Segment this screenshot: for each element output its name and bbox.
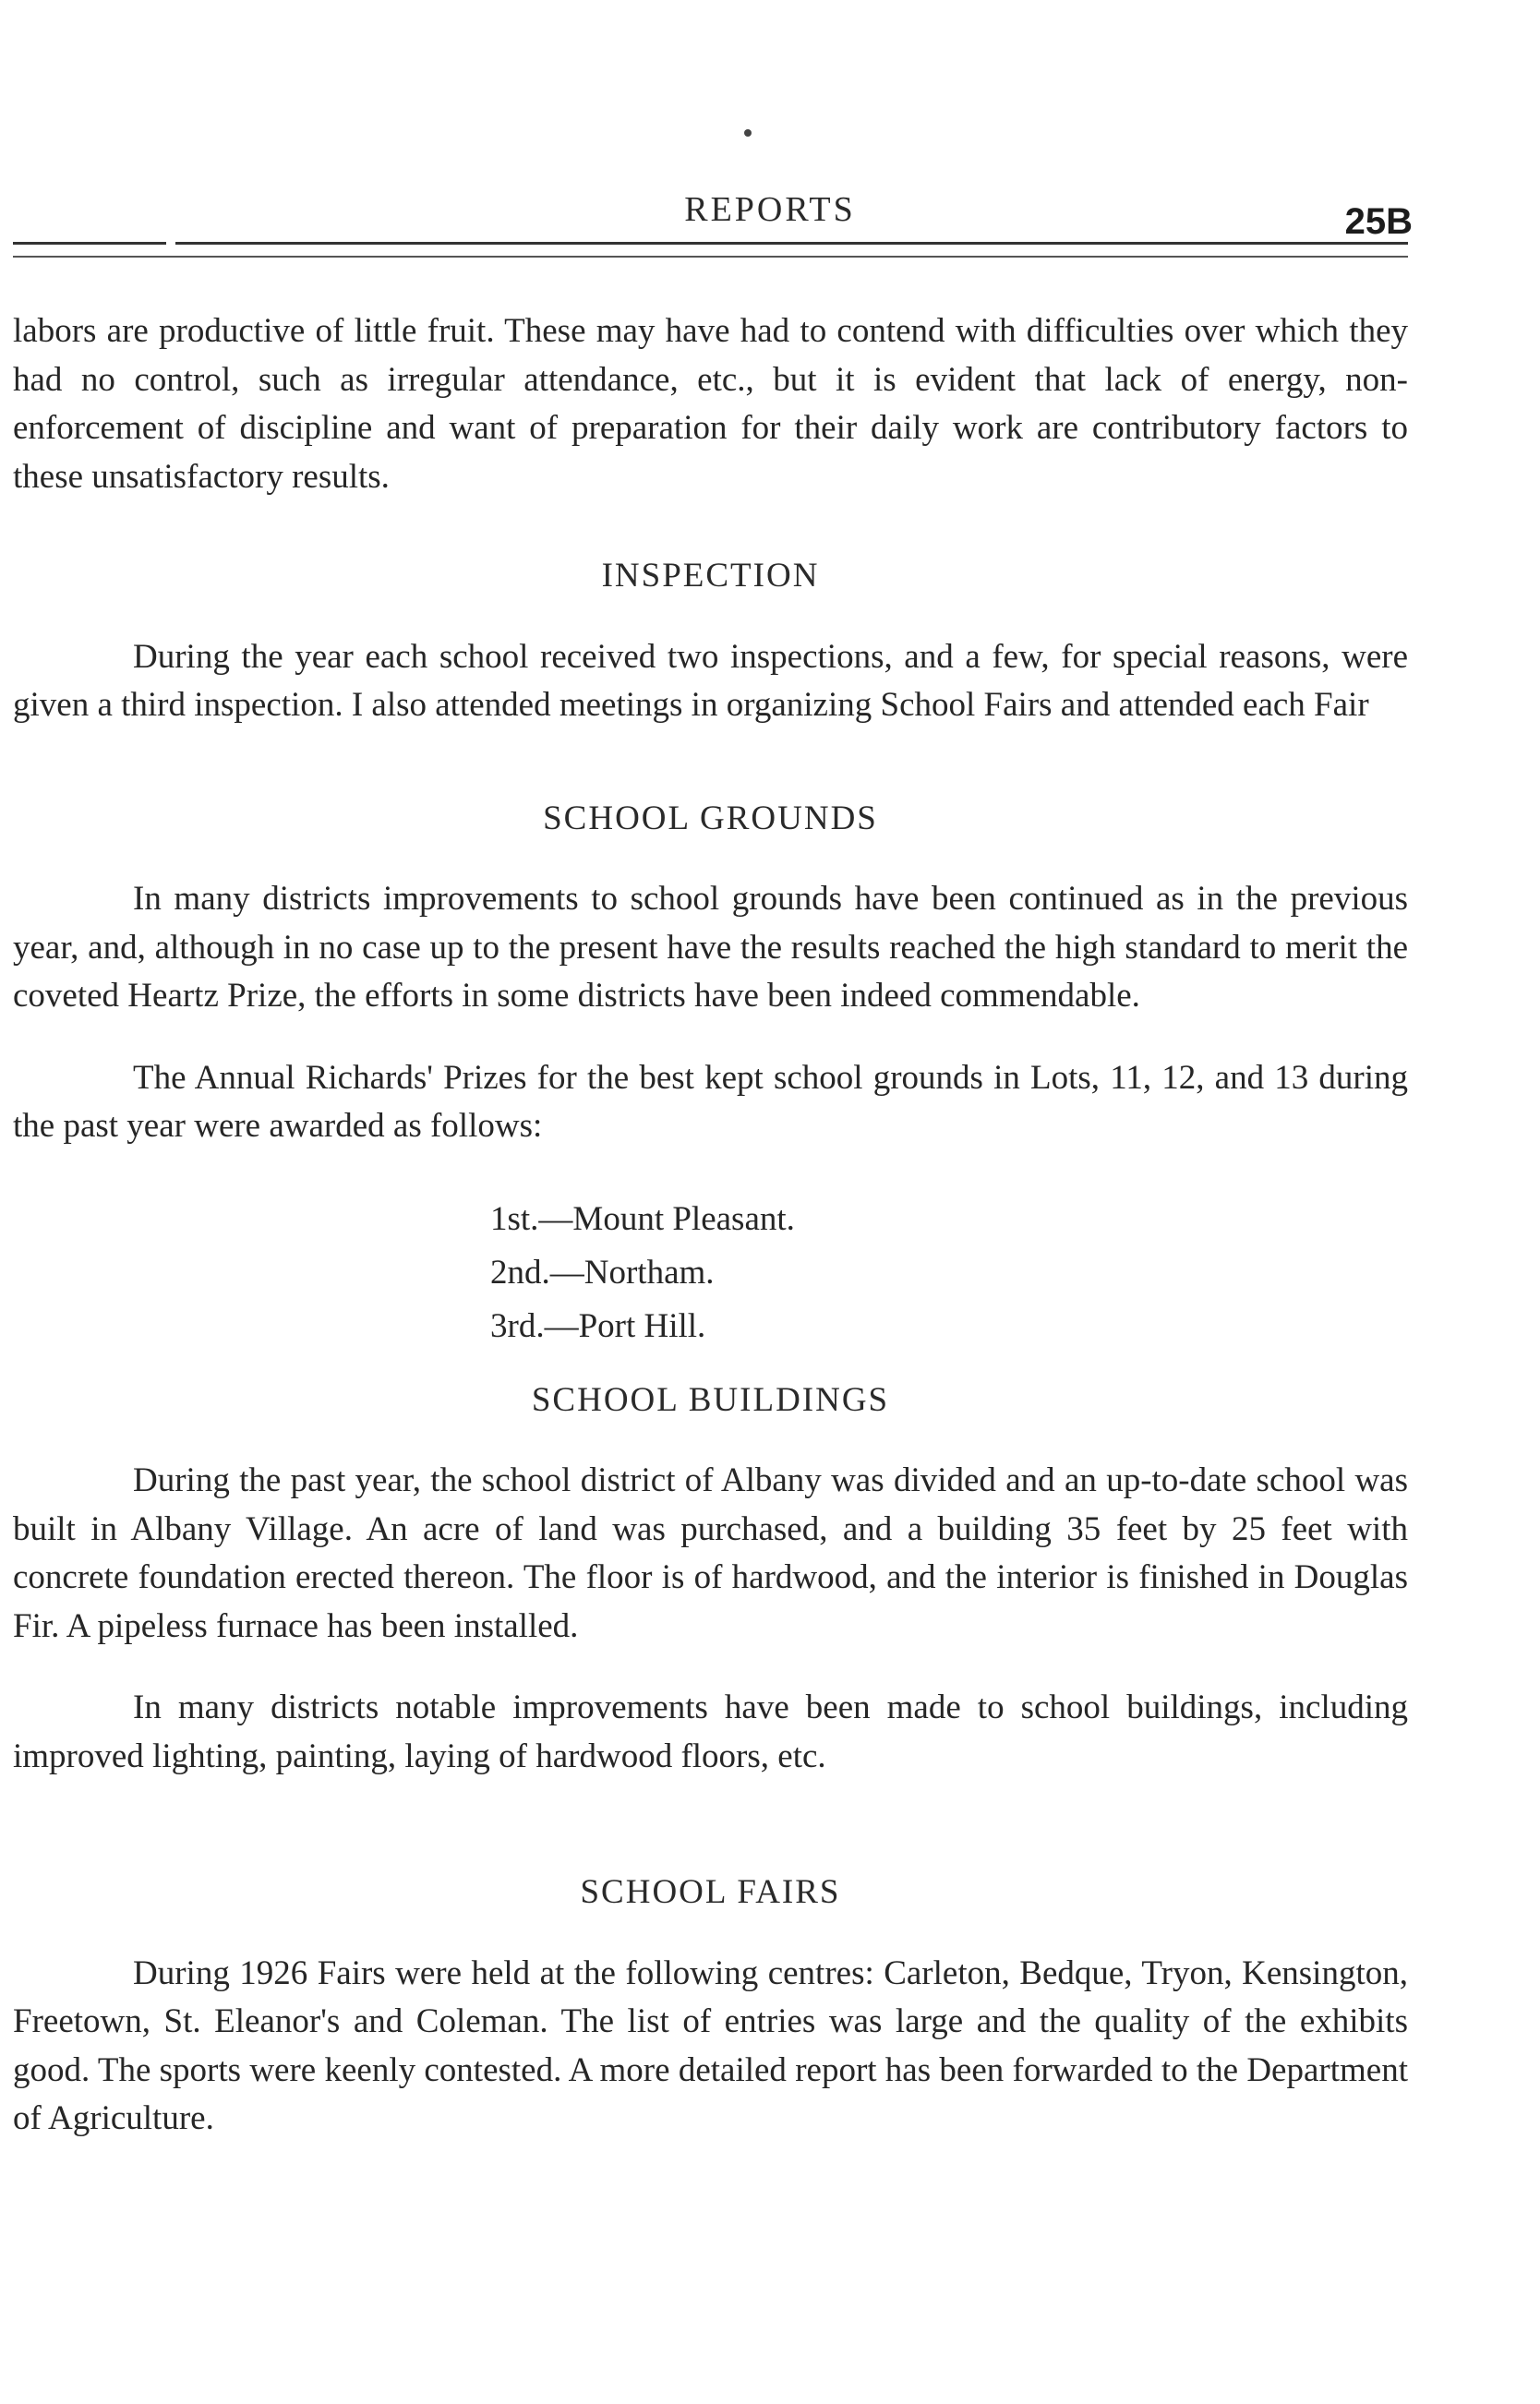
school-buildings-heading: SCHOOL BUILDINGS bbox=[531, 1380, 890, 1419]
header-rule-right bbox=[175, 242, 1408, 245]
running-head: REPORTS bbox=[684, 190, 856, 229]
prize-list bbox=[13, 1193, 1408, 1353]
header-rule-left bbox=[13, 242, 166, 245]
inspection-heading: INSPECTION bbox=[601, 557, 820, 595]
school-fairs-paragraph: During 1926 Fairs were held at the following centres: Carleton, Bedque, Tryon, Kensington, Freetown, St. Eleanor's and Coleman. The list of entries was large and the quality of the exhibits good. The sports were keenly contested. A more detailed report has been forwarded to the Department of Agriculture. bbox=[13, 1953, 1408, 2137]
school-buildings-paragraph-1: During the past year, the school district of Albany was divided and an up-to-date school was built in Albany Village. An acre of land was purchased, and a building 35 feet by 25 feet with concrete foundation erected thereon. The floor is of hardwood, and the interior is finished in Douglas Fir. A pipeless furnace has been installed. bbox=[13, 1461, 1408, 1645]
prize-list-item: 2nd.—Northam. bbox=[490, 1253, 715, 1292]
ink-speck bbox=[744, 129, 752, 137]
school-grounds-heading: SCHOOL GROUNDS bbox=[543, 799, 878, 837]
prizes-intro-paragraph: The Annual Richards' Prizes for the best kept school grounds in Lots, 11, 12, and 13 during the past year were awarded as follows: bbox=[13, 1058, 1408, 1145]
intro-paragraph: labors are productive of little fruit. These may have had to contend with difficulties over which they had no control, such as irregular attendance, etc., but it is evident that lack of energy, non-enforcement of discipline and want of preparation for their daily work are contributory factors to these unsatisfactory results. bbox=[13, 312, 1408, 496]
prize-list-item: 3rd.—Port Hill. bbox=[490, 1306, 706, 1345]
school-fairs-heading: SCHOOL FAIRS bbox=[580, 1873, 841, 1911]
school-grounds-paragraph: In many districts improvements to school grounds have been continued as in the previous year, and, although in no case up to the present have the results reached the high standard to merit the coveted Heartz Prize, the efforts in some districts have been indeed commendable. bbox=[13, 880, 1408, 1015]
page-number: 25B bbox=[1344, 201, 1413, 242]
header-rule-lower bbox=[13, 256, 1408, 258]
school-buildings-paragraph-2: In many districts notable improvements have been made to school buildings, including improved lighting, painting, laying of hardwood floors, etc. bbox=[13, 1689, 1408, 1775]
inspection-paragraph: During the year each school received two inspections, and a few, for special reasons, were given a third inspection. I also attended meetings in organizing School Fairs and attended each Fair bbox=[13, 637, 1408, 724]
prize-list-item: 1st.—Mount Pleasant. bbox=[490, 1199, 795, 1238]
body-text bbox=[13, 307, 1408, 2144]
